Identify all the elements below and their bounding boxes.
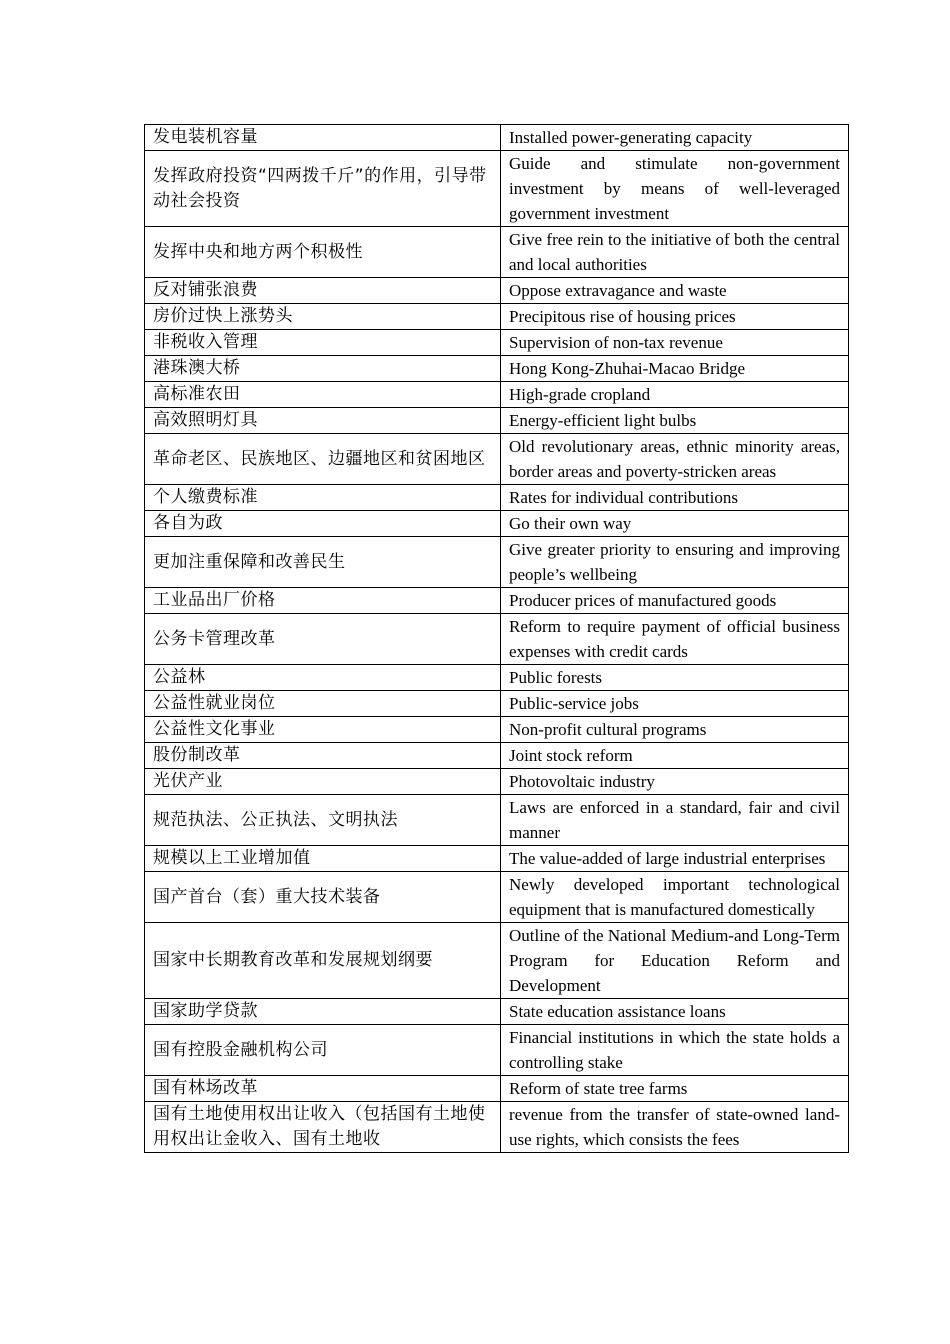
term-english: Guide and stimulate non-government investment by means of well-leveraged government investment — [501, 151, 849, 227]
term-chinese: 发电装机容量 — [145, 125, 501, 151]
table-row — [145, 614, 849, 665]
term-chinese: 公益性就业岗位 — [145, 691, 501, 717]
term-chinese: 房价过快上涨势头 — [145, 304, 501, 330]
term-chinese: 非税收入管理 — [145, 330, 501, 356]
table-row — [145, 872, 849, 923]
table-row — [145, 227, 849, 278]
term-english: Producer prices of manufactured goods — [501, 588, 849, 614]
term-english: Energy-efficient light bulbs — [501, 408, 849, 434]
term-english: Rates for individual contributions — [501, 485, 849, 511]
term-english: Reform to require payment of official business expenses with credit cards — [501, 614, 849, 665]
term-chinese: 规模以上工业增加值 — [145, 846, 501, 872]
table-row — [145, 846, 849, 872]
term-english: The value-added of large industrial enterprises — [501, 846, 849, 872]
term-english: Photovoltaic industry — [501, 769, 849, 795]
term-english: State education assistance loans — [501, 999, 849, 1025]
term-chinese: 国家中长期教育改革和发展规划纲要 — [145, 923, 501, 999]
table-row — [145, 795, 849, 846]
term-chinese: 高效照明灯具 — [145, 408, 501, 434]
term-english: Outline of the National Medium-and Long-Term Program for Education Reform and Development — [501, 923, 849, 999]
table-row — [145, 923, 849, 999]
term-english: Give free rein to the initiative of both the central and local authorities — [501, 227, 849, 278]
table-row — [145, 304, 849, 330]
term-english: Oppose extravagance and waste — [501, 278, 849, 304]
term-english: Public forests — [501, 665, 849, 691]
term-chinese: 国有土地使用权出让收入（包括国有土地使用权出让金收入、国有土地收 — [145, 1102, 501, 1153]
table-row — [145, 691, 849, 717]
term-chinese: 个人缴费标准 — [145, 485, 501, 511]
term-chinese: 工业品出厂价格 — [145, 588, 501, 614]
table-row — [145, 511, 849, 537]
term-english: Hong Kong-Zhuhai-Macao Bridge — [501, 356, 849, 382]
term-english: Give greater priority to ensuring and improving people’s wellbeing — [501, 537, 849, 588]
table-row — [145, 151, 849, 227]
table-row — [145, 382, 849, 408]
term-chinese: 发挥中央和地方两个积极性 — [145, 227, 501, 278]
table-row — [145, 1076, 849, 1102]
table-row — [145, 743, 849, 769]
table-row — [145, 665, 849, 691]
term-chinese: 国有林场改革 — [145, 1076, 501, 1102]
table-row — [145, 330, 849, 356]
table-row — [145, 408, 849, 434]
term-english: Go their own way — [501, 511, 849, 537]
term-chinese: 革命老区、民族地区、边疆地区和贫困地区 — [145, 434, 501, 485]
term-english: Installed power-generating capacity — [501, 125, 849, 151]
glossary-table — [144, 124, 849, 1153]
term-english: Laws are enforced in a standard, fair and civil manner — [501, 795, 849, 846]
term-chinese: 公务卡管理改革 — [145, 614, 501, 665]
term-chinese: 港珠澳大桥 — [145, 356, 501, 382]
term-chinese: 股份制改革 — [145, 743, 501, 769]
term-english: Public-service jobs — [501, 691, 849, 717]
term-english: Non-profit cultural programs — [501, 717, 849, 743]
term-english: Financial institutions in which the state holds a controlling stake — [501, 1025, 849, 1076]
term-chinese: 各自为政 — [145, 511, 501, 537]
table-row — [145, 278, 849, 304]
term-chinese: 国有控股金融机构公司 — [145, 1025, 501, 1076]
table-row — [145, 1025, 849, 1076]
table-row — [145, 485, 849, 511]
table-row — [145, 999, 849, 1025]
table-row — [145, 537, 849, 588]
term-english: Newly developed important technological equipment that is manufactured domestically — [501, 872, 849, 923]
term-english: Precipitous rise of housing prices — [501, 304, 849, 330]
term-english: Supervision of non-tax revenue — [501, 330, 849, 356]
term-chinese: 高标准农田 — [145, 382, 501, 408]
table-row — [145, 125, 849, 151]
table-row — [145, 434, 849, 485]
term-chinese: 发挥政府投资“四两拨千斤”的作用，引导带动社会投资 — [145, 151, 501, 227]
term-chinese: 国家助学贷款 — [145, 999, 501, 1025]
table-row — [145, 717, 849, 743]
term-chinese: 反对铺张浪费 — [145, 278, 501, 304]
table-row — [145, 1102, 849, 1153]
term-english: revenue from the transfer of state-owned land-use rights, which consists the fees — [501, 1102, 849, 1153]
term-chinese: 公益性文化事业 — [145, 717, 501, 743]
term-chinese: 公益林 — [145, 665, 501, 691]
term-chinese: 更加注重保障和改善民生 — [145, 537, 501, 588]
table-row — [145, 356, 849, 382]
term-chinese: 规范执法、公正执法、文明执法 — [145, 795, 501, 846]
term-english: Old revolutionary areas, ethnic minority areas, border areas and poverty-stricken areas — [501, 434, 849, 485]
table-row — [145, 588, 849, 614]
table-row — [145, 769, 849, 795]
term-chinese: 光伏产业 — [145, 769, 501, 795]
term-english: Reform of state tree farms — [501, 1076, 849, 1102]
term-english: High-grade cropland — [501, 382, 849, 408]
term-chinese: 国产首台（套）重大技术装备 — [145, 872, 501, 923]
term-english: Joint stock reform — [501, 743, 849, 769]
